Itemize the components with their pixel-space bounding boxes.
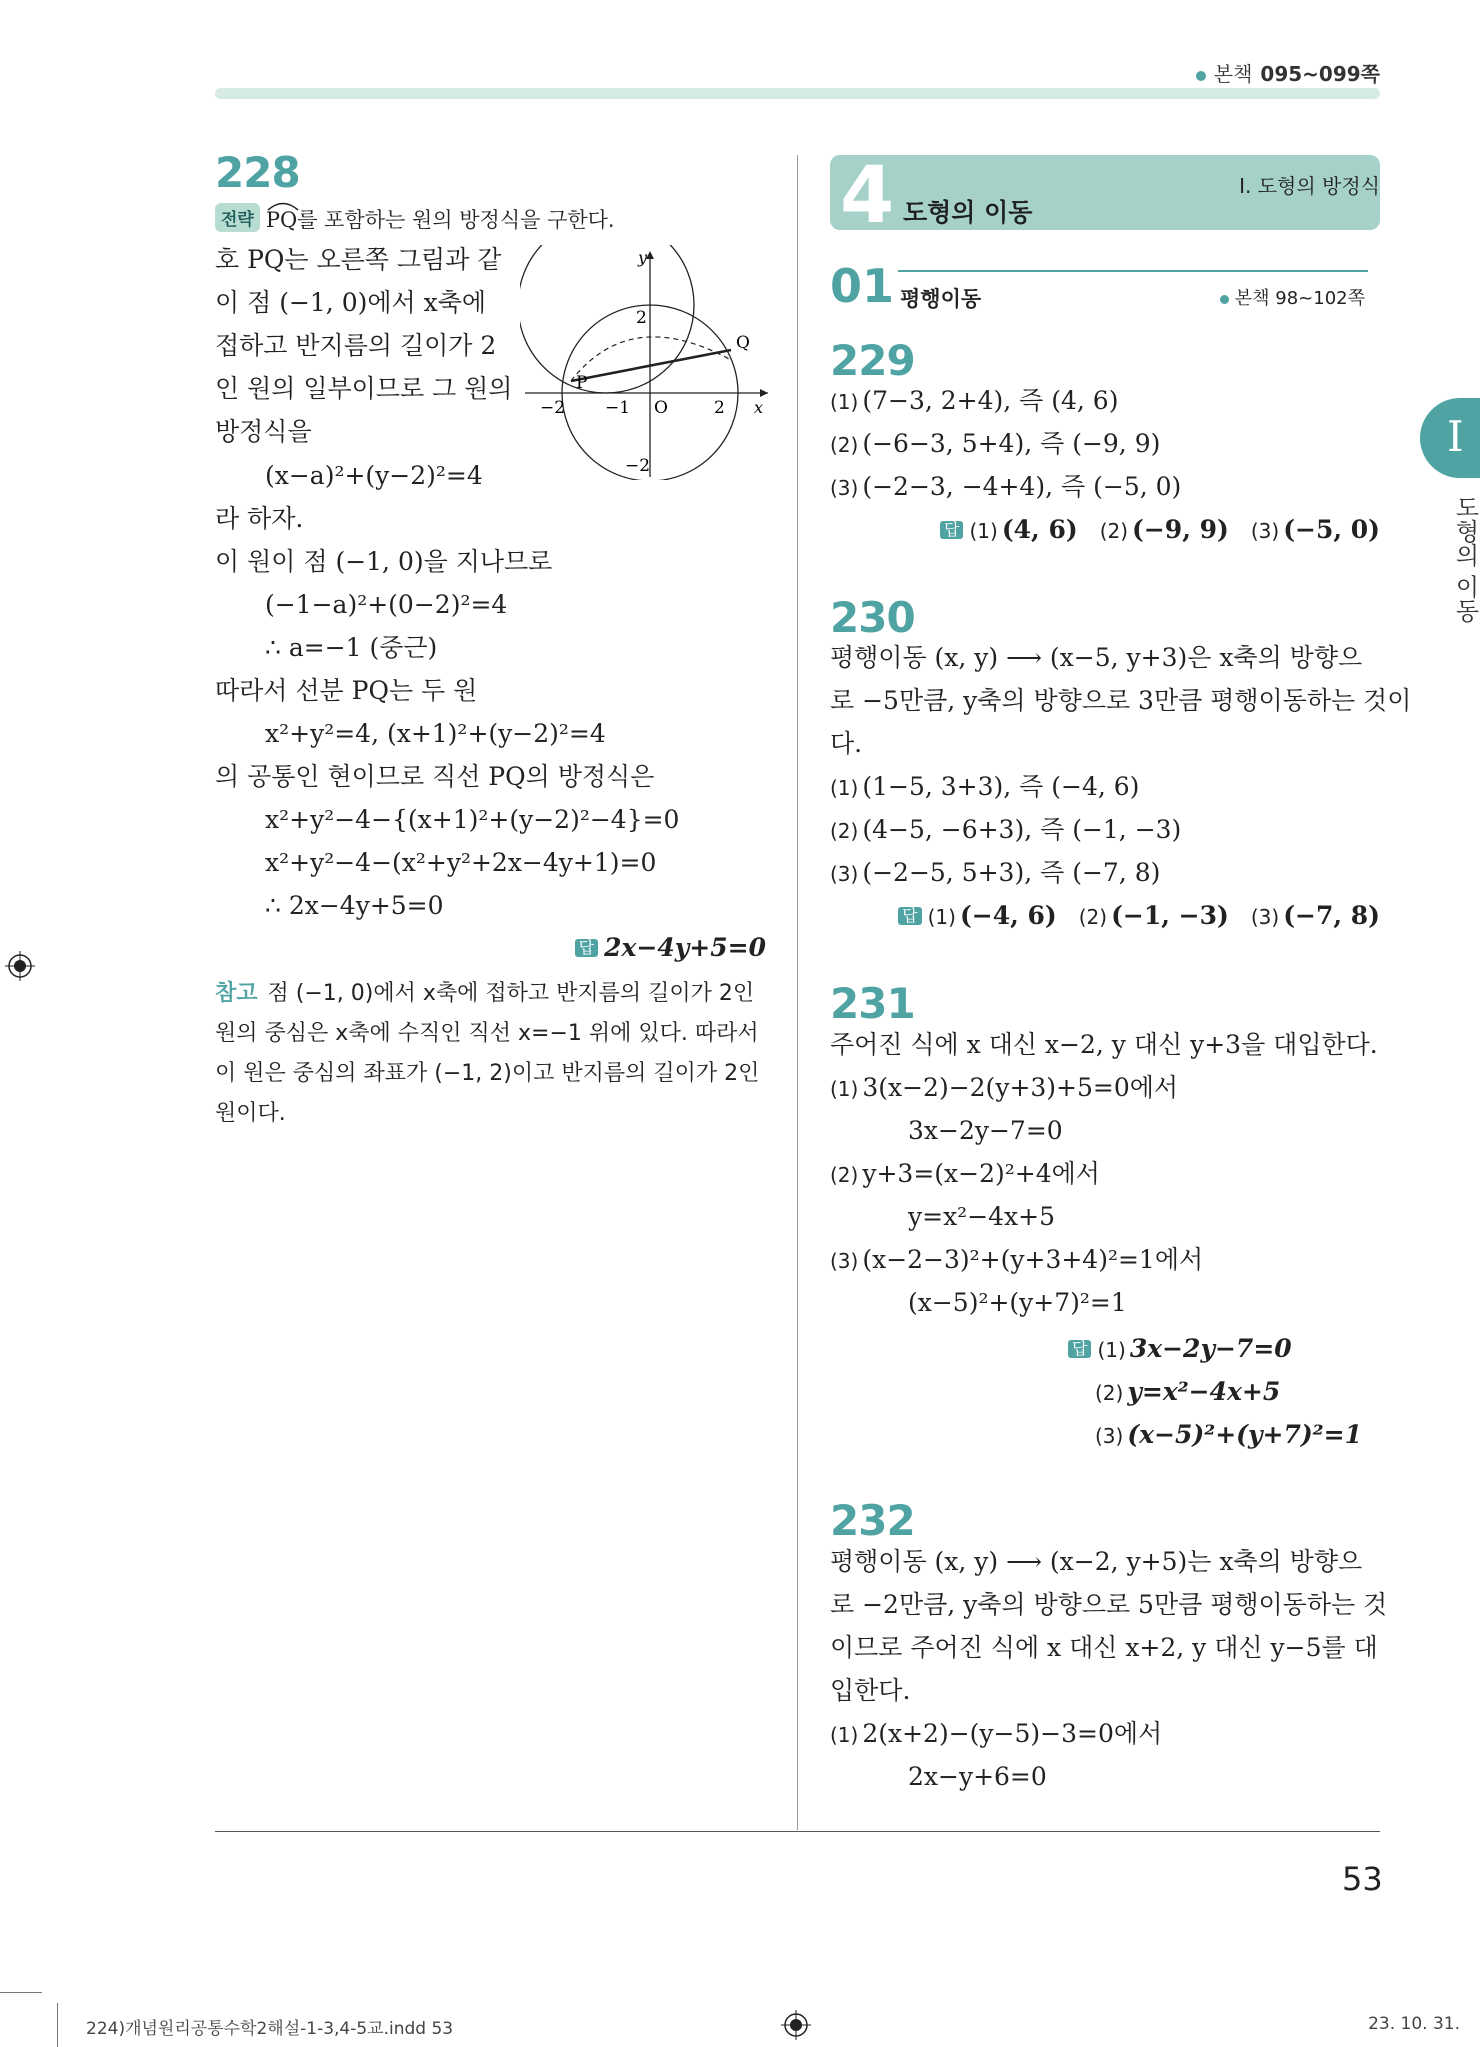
solution-229-line-1: (1) (7−3, 2+4), 즉 (4, 6) <box>830 386 1119 415</box>
solution-231-line-2: 3x−2y−7=0 <box>908 1116 1063 1145</box>
page-number: 53 <box>1342 1860 1383 1898</box>
solution-228-line-8: 이 원이 점 (−1, 0)을 지나므로 <box>215 547 553 576</box>
solution-228-line-15: x²+y²−4−(x²+y²+2x−4y+1)=0 <box>265 848 657 877</box>
y-axis-label: y <box>638 248 648 267</box>
solution-229-line-3: (3) (−2−3, −4+4), 즉 (−5, 0) <box>830 472 1182 501</box>
solution-231-line-5: (3) (x−2−3)²+(y+3+4)²=1에서 <box>830 1245 1204 1274</box>
solution-230-intro-1: 평행이동 (x, y) ⟶ (x−5, y+3)은 x축의 방향으 <box>830 643 1363 672</box>
solution-231-line-4: y=x²−4x+5 <box>908 1202 1055 1231</box>
answer-228 <box>575 935 766 960</box>
section-number: 01 <box>830 259 895 313</box>
solution-231-line-3: (2) y+3=(x−2)²+4에서 <box>830 1159 1100 1188</box>
point-p-label: P <box>576 373 588 393</box>
solution-231-line-1: (1) 3(x−2)−2(y+3)+5=0에서 <box>830 1073 1179 1102</box>
note-text: 점 (−1, 0)에서 x축에 접하고 반지름의 길이가 2인 원의 중심은 x축에 수직인 직선 x=−1 위에 있다. 따라서 이 원은 중심의 좌표가 (−1, 2)이고 반지름의 길이가 2인 원이다. <box>215 981 760 1126</box>
solution-231-intro: 주어진 식에 x 대신 x−2, y 대신 y+3을 대입한다. <box>830 1030 1378 1059</box>
solution-230-intro-2: 로 −5만큼, y축의 방향으로 3만큼 평행이동하는 것이 <box>830 686 1412 715</box>
book-label: 본책 <box>1213 62 1253 86</box>
problem-number-228: 228 <box>215 148 300 197</box>
solution-228-line-6: (x−a)²+(y−2)²=4 <box>265 461 483 490</box>
bullet-icon <box>1196 71 1206 81</box>
bottom-rule <box>215 1831 1380 1832</box>
strategy-line <box>215 203 615 234</box>
solution-232-line-2: 2x−y+6=0 <box>908 1762 1047 1791</box>
side-tab-text: 도형의 이동 <box>1451 495 1479 623</box>
solution-228-line-12: x²+y²=4, (x+1)²+(y−2)²=4 <box>265 719 606 748</box>
answer-231-3: (3) (x−5)²+(y+7)²=1 <box>1095 1420 1362 1449</box>
answer-badge: 답 <box>898 907 921 925</box>
tick-2-y: 2 <box>636 308 647 328</box>
solution-228-line-3: 접하고 반지름의 길이가 2 <box>215 331 497 360</box>
problem-number-231: 231 <box>830 979 915 1028</box>
solution-228-line-13: 의 공통인 현이므로 직선 PQ의 방정식은 <box>215 762 655 791</box>
chapter-title: 도형의 이동 <box>903 198 1033 227</box>
chapter-part: I. 도형의 방정식 <box>1239 174 1380 198</box>
answer-231-2: (2) y=x²−4x+5 <box>1095 1377 1281 1406</box>
solution-232-intro-4: 입한다. <box>830 1676 911 1705</box>
solution-232-intro-2: 로 −2만큼, y축의 방향으로 5만큼 평행이동하는 것 <box>830 1590 1388 1619</box>
solution-230-line-1: (1) (1−5, 3+3), 즉 (−4, 6) <box>830 772 1140 801</box>
problem-number-229: 229 <box>830 336 915 385</box>
chapter-number: 4 <box>840 151 895 241</box>
problem-number-230: 230 <box>830 593 915 642</box>
header-page-reference <box>1196 58 1380 87</box>
solution-228-line-16: ∴ 2x−4y+5=0 <box>265 891 444 920</box>
note-tag: 참고 <box>215 981 258 1006</box>
x-axis-label: x <box>754 398 764 417</box>
circle-figure <box>520 245 780 480</box>
arc-icon <box>266 199 300 211</box>
strategy-text: 를 포함하는 원의 방정식을 구한다. <box>297 208 615 232</box>
solution-228-line-9: (−1−a)²+(0−2)²=4 <box>265 590 508 619</box>
solution-228-line-2: 이 점 (−1, 0)에서 x축에 <box>215 288 486 317</box>
point-q-label: Q <box>736 333 750 353</box>
solution-228-line-5: 방정식을 <box>215 417 312 446</box>
tick-neg2-x: −2 <box>540 398 566 418</box>
column-divider <box>797 155 798 1830</box>
answer-230: 답 (1) (−4, 6) (2) (−1, −3) (3) (−7, 8) <box>898 903 1380 928</box>
side-tab-label: I <box>1447 412 1464 461</box>
solution-232-intro-3: 이므로 주어진 식에 x 대신 x+2, y 대신 y−5를 대 <box>830 1633 1378 1662</box>
solution-228-line-7: 라 하자. <box>215 504 304 533</box>
solution-232-line-1: (1) 2(x+2)−(y−5)−3=0에서 <box>830 1719 1163 1748</box>
crop-mark <box>0 1992 42 1993</box>
tick-2-x: 2 <box>714 398 725 418</box>
registration-mark-icon <box>781 2010 811 2040</box>
solution-232-intro-1: 평행이동 (x, y) ⟶ (x−2, y+5)는 x축의 방향으 <box>830 1547 1363 1576</box>
footer-date: 23. 10. 31. <box>1368 2014 1460 2034</box>
answer-229: 답 (1) (4, 6) (2) (−9, 9) (3) (−5, 0) <box>940 517 1380 542</box>
answer-231-1: 답 (1) 3x−2y−7=0 <box>1068 1336 1292 1361</box>
arc-label: PQ <box>266 208 297 232</box>
solution-228-line-4: 인 원의 일부이므로 그 원의 <box>215 374 513 403</box>
solution-230-line-3: (3) (−2−5, 5+3), 즉 (−7, 8) <box>830 858 1161 887</box>
strategy-tag: 전략 <box>215 203 260 232</box>
tick-neg2-y: −2 <box>625 456 651 476</box>
header-bar <box>215 88 1380 99</box>
section-reference: 본책 98~102쪽 <box>1220 284 1365 310</box>
solution-228-line-1: 호 PQ는 오른쪽 그림과 같 <box>215 245 502 274</box>
origin-label: O <box>654 398 668 418</box>
solution-230-line-2: (2) (4−5, −6+3), 즉 (−1, −3) <box>830 815 1182 844</box>
crop-mark <box>57 2003 58 2047</box>
solution-228-line-11: 따라서 선분 PQ는 두 원 <box>215 676 478 705</box>
problem-number-232: 232 <box>830 1496 915 1545</box>
tick-neg1-x: −1 <box>605 398 631 418</box>
bullet-icon <box>1220 295 1229 304</box>
solution-228-line-14: x²+y²−4−{(x+1)²+(y−2)²−4}=0 <box>265 805 680 834</box>
answer-228-value: 2x−4y+5=0 <box>604 933 766 962</box>
section-rule <box>898 270 1368 272</box>
note-228 <box>215 974 770 1134</box>
answer-badge: 답 <box>940 521 963 539</box>
solution-231-line-6: (x−5)²+(y+7)²=1 <box>908 1288 1127 1317</box>
section-title: 평행이동 <box>900 287 982 311</box>
footer-file-name: 224)개념원리공통수학2해설-1-3,4-5교.indd 53 <box>86 2019 454 2039</box>
registration-mark-icon <box>5 951 35 981</box>
answer-badge: 답 <box>575 939 598 957</box>
page-range: 095~099쪽 <box>1260 62 1380 86</box>
solution-229-line-2: (2) (−6−3, 5+4), 즉 (−9, 9) <box>830 429 1161 458</box>
solution-230-intro-3: 다. <box>830 729 863 758</box>
answer-badge: 답 <box>1068 1340 1091 1358</box>
solution-228-line-10: ∴ a=−1 (중근) <box>265 633 438 662</box>
